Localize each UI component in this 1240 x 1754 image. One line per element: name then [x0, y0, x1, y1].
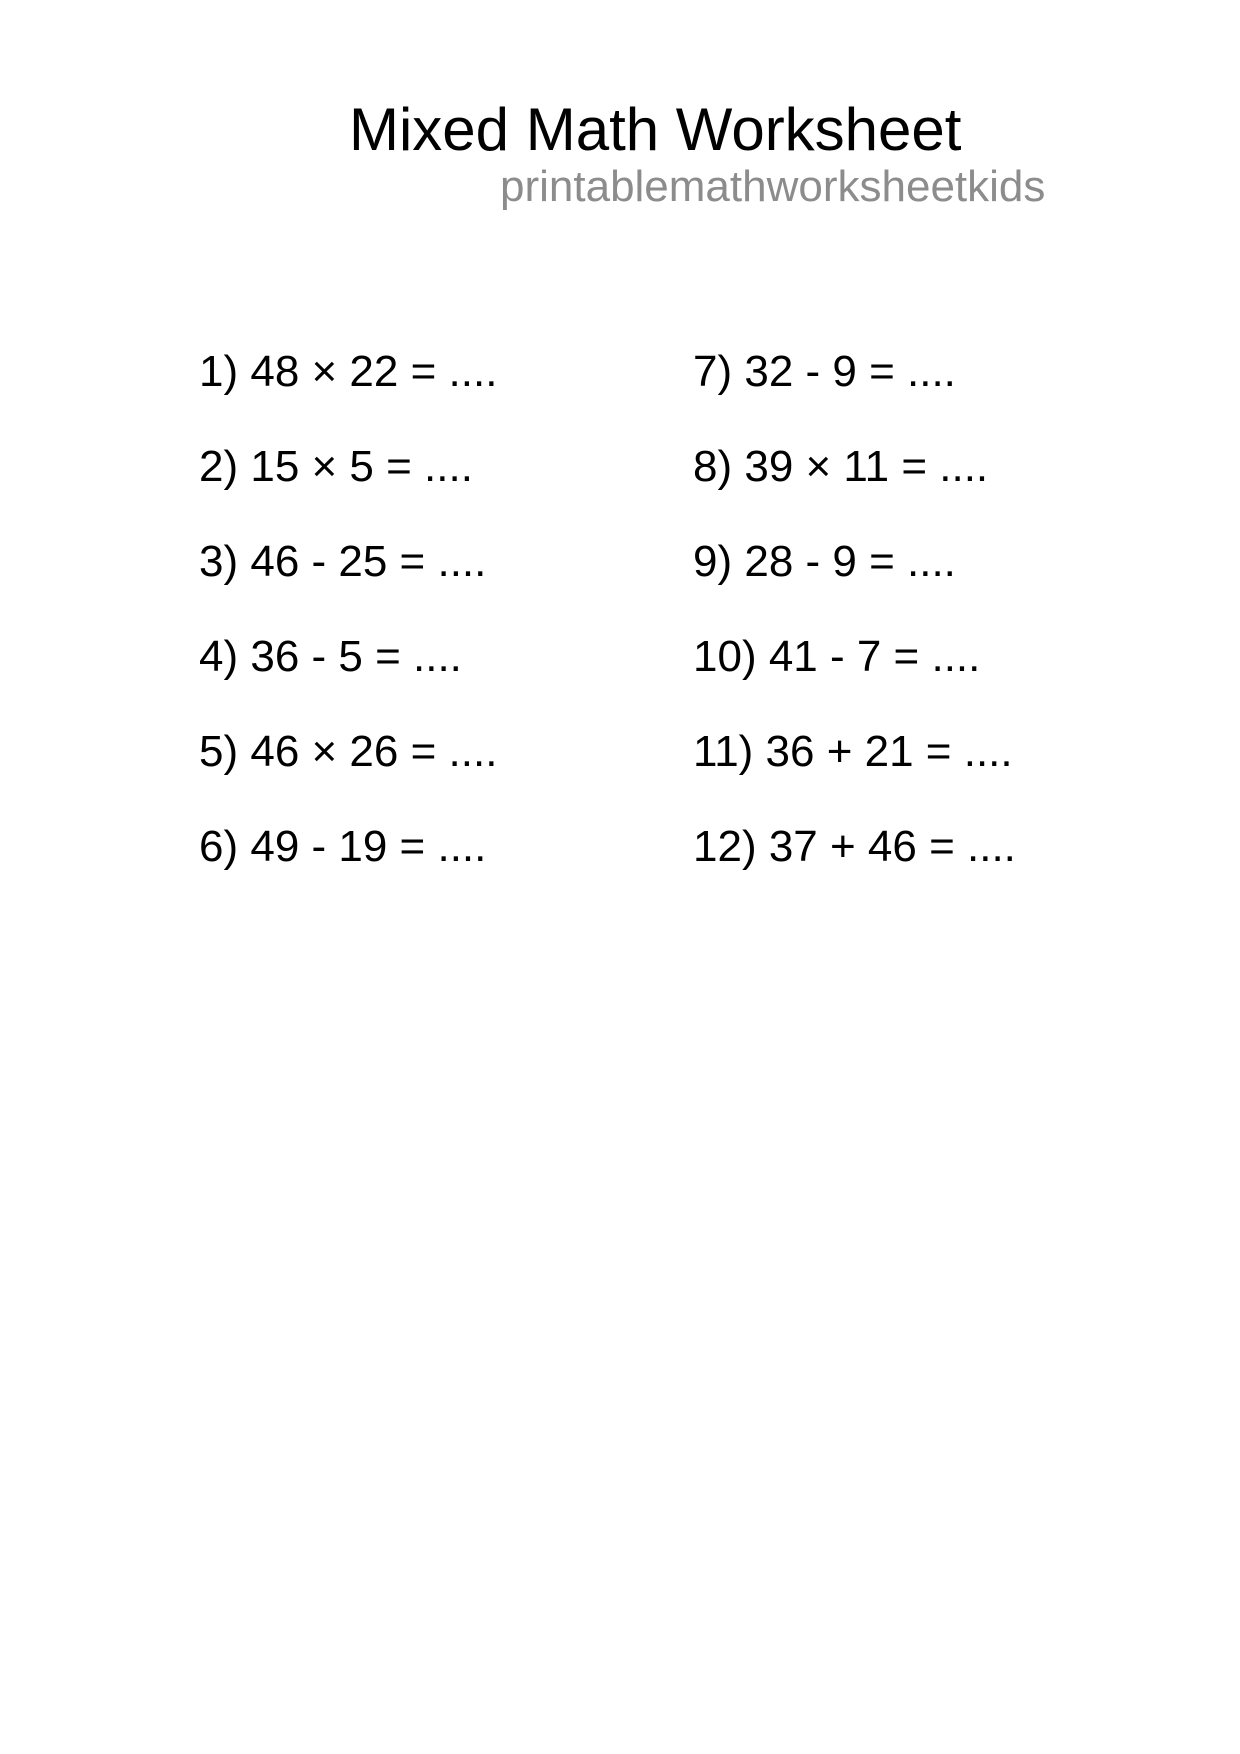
- problem-item: 2) 15 × 5 = ....: [199, 442, 473, 491]
- problem-item: 3) 46 - 25 = ....: [199, 537, 487, 586]
- problems-column-right: [693, 324, 1016, 894]
- page-title: Mixed Math Worksheet: [349, 96, 962, 163]
- problem-item: 5) 46 × 26 = ....: [199, 727, 498, 776]
- problem-item: 6) 49 - 19 = ....: [199, 822, 487, 871]
- problem-item: 4) 36 - 5 = ....: [199, 632, 462, 681]
- problem-item: 8) 39 × 11 = ....: [693, 442, 989, 491]
- problem-item: 7) 32 - 9 = ....: [693, 347, 956, 396]
- site-watermark: printablemathworksheetkids: [500, 162, 1046, 211]
- problems-column-left: [199, 324, 497, 894]
- problem-item: 11) 36 + 21 = ....: [693, 727, 1013, 776]
- problem-item: 1) 48 × 22 = ....: [199, 347, 498, 396]
- problem-item: 10) 41 - 7 = ....: [693, 632, 981, 681]
- problem-item: 12) 37 + 46 = ....: [693, 822, 1016, 871]
- problem-item: 9) 28 - 9 = ....: [693, 537, 956, 586]
